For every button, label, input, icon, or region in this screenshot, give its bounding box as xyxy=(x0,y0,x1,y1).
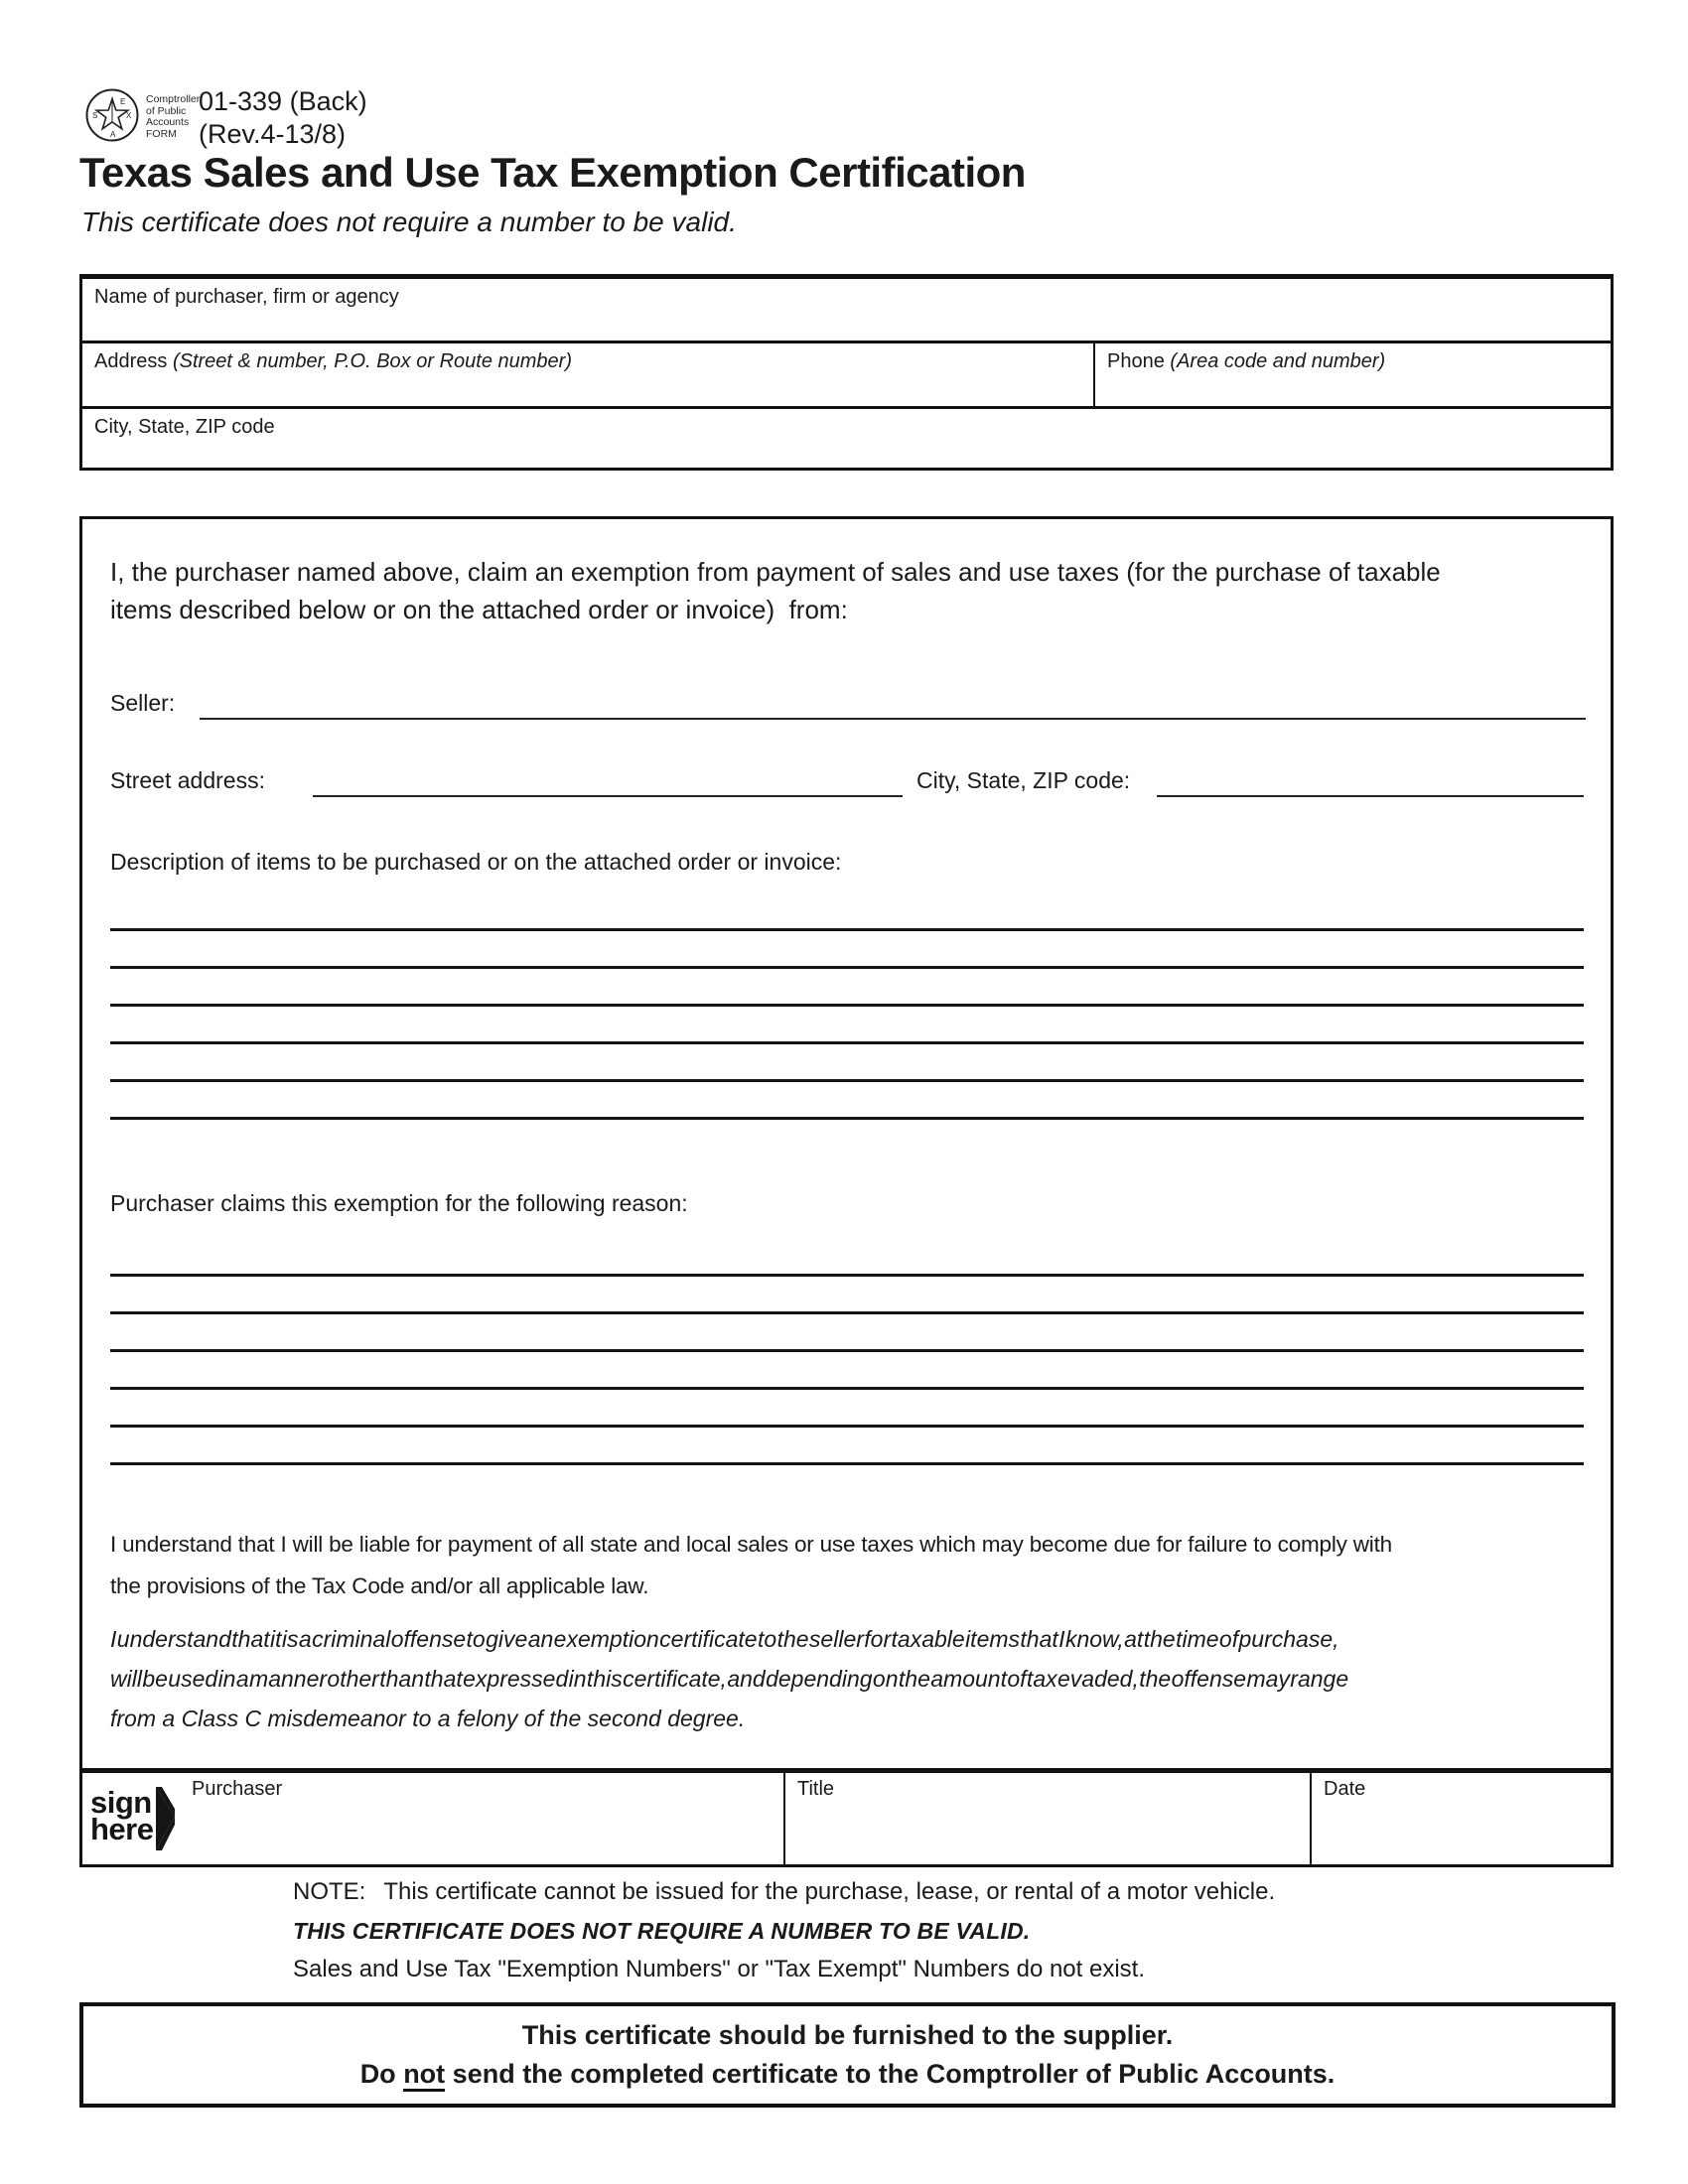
date-field[interactable] xyxy=(1310,1773,1611,1864)
svg-text:X: X xyxy=(126,111,132,120)
liability-line: the provisions of the Tax Code and/or all applicable law. xyxy=(110,1573,649,1598)
form-number: 01-339 (Back) xyxy=(199,86,367,116)
reason-line[interactable] xyxy=(110,1274,1584,1277)
form-revision: (Rev.4-13/8) xyxy=(199,119,347,149)
address-phone-row xyxy=(82,341,1611,406)
sign-here-label xyxy=(90,1785,154,1846)
address-field-label xyxy=(82,343,1093,373)
reason-label: Purchaser claims this exemption for the following reason: xyxy=(110,1190,688,1216)
phone-field[interactable] xyxy=(1093,343,1611,406)
criminal-offense-line: will be used in a manner other than that expressed in this certificate, and depending on the amount of tax evaded, the offense may range xyxy=(110,1666,1349,1692)
footer-line-2-prefix: Do xyxy=(359,2059,404,2089)
svg-text:E: E xyxy=(120,97,126,106)
intro-line: I, the purchaser named above, claim an exemption from payment of sales and use taxes (for the purchase of taxable xyxy=(110,557,1441,587)
address-label-hint: (Street & number, P.O. Box or Route number) xyxy=(172,350,572,372)
intro-line: items described below or on the attached order or invoice) from: xyxy=(110,595,848,624)
description-line[interactable] xyxy=(110,966,1584,969)
liability-line: I understand that I will be liable for payment of all state and local sales or use taxes which may become due for failure to comply with xyxy=(110,1532,1392,1557)
footer-line-2-underlined-word: not xyxy=(403,2059,445,2092)
criminal-offense-line: from a Class C misdemeanor to a felony of the second degree. xyxy=(110,1706,746,1731)
title-field[interactable] xyxy=(783,1773,1310,1864)
seal-caption-line: FORM xyxy=(146,127,177,140)
phone-field-label xyxy=(1095,343,1611,373)
description-line[interactable] xyxy=(110,1117,1584,1120)
no-number-required-line: THIS CERTIFICATE DOES NOT REQUIRE A NUMBER TO BE VALID. xyxy=(293,1918,1031,1944)
name-field-label: Name of purchaser, firm or agency xyxy=(94,286,399,308)
reason-line[interactable] xyxy=(110,1349,1584,1352)
note-text: This certificate cannot be issued for the purchase, lease, or rental of a motor vehicle. xyxy=(383,1878,1276,1905)
certification-box xyxy=(79,516,1614,1771)
description-line[interactable] xyxy=(110,1079,1584,1082)
phone-label-text: Phone xyxy=(1107,350,1165,372)
reason-line[interactable] xyxy=(110,1462,1584,1465)
seller-city-state-zip-label: City, State, ZIP code: xyxy=(916,767,1131,793)
purchaser-signature-field[interactable] xyxy=(82,1773,783,1864)
page-subtitle: This certificate does not require a number to be valid. xyxy=(81,206,737,237)
liability-paragraph xyxy=(110,1524,1392,1607)
seller-label: Seller: xyxy=(110,690,176,716)
address-label-text: Address xyxy=(94,350,168,372)
address-field[interactable] xyxy=(82,343,1093,406)
reason-line[interactable] xyxy=(110,1311,1584,1314)
city-state-zip-field[interactable] xyxy=(82,406,1611,468)
certification-intro xyxy=(110,553,1441,628)
footer-line-1: This certificate should be furnished to the supplier. xyxy=(521,2020,1174,2050)
seal-caption-line: Accounts xyxy=(146,116,190,128)
city-state-zip-label: City, State, ZIP code xyxy=(94,416,275,438)
title-cell-label: Title xyxy=(797,1778,835,1800)
seller-input-line[interactable] xyxy=(200,688,1586,720)
note-line xyxy=(293,1878,1275,1906)
supplier-instruction-box xyxy=(79,2002,1616,2108)
purchaser-info-table xyxy=(79,274,1614,471)
street-address-label: Street address: xyxy=(110,767,265,793)
sign-here-arrow-icon xyxy=(154,1787,176,1850)
seal-caption xyxy=(146,94,200,140)
notes-block xyxy=(293,1878,1275,1983)
exemption-numbers-line: Sales and Use Tax "Exemption Numbers" or "Tax Exempt" Numbers do not exist. xyxy=(293,1956,1145,1982)
sign-here-line: sign xyxy=(90,1785,152,1820)
note-label: NOTE: xyxy=(293,1878,366,1905)
form-number-block xyxy=(199,85,367,151)
seal-caption-line: of Public xyxy=(146,104,187,117)
description-line[interactable] xyxy=(110,1004,1584,1007)
texas-comptroller-seal-icon xyxy=(84,87,140,143)
name-field[interactable] xyxy=(82,279,1611,341)
svg-text:S: S xyxy=(92,111,98,120)
street-address-input-line[interactable] xyxy=(313,765,903,797)
purchaser-cell-label: Purchaser xyxy=(192,1778,283,1800)
criminal-offense-line: I understand that it is a criminal offense to give an exemption certificate to the seller for taxable items that I know, at the time of purchase, xyxy=(110,1626,1339,1652)
page-title: Texas Sales and Use Tax Exemption Certification xyxy=(79,149,1026,196)
date-cell-label: Date xyxy=(1324,1778,1366,1800)
sign-here-line: here xyxy=(90,1812,154,1846)
signature-row xyxy=(79,1771,1614,1867)
description-label: Description of items to be purchased or on the attached order or invoice: xyxy=(110,849,842,875)
svg-text:A: A xyxy=(110,130,116,139)
reason-line[interactable] xyxy=(110,1425,1584,1428)
criminal-offense-paragraph xyxy=(110,1619,1348,1738)
description-line[interactable] xyxy=(110,928,1584,931)
seller-city-state-zip-input-line[interactable] xyxy=(1157,765,1584,797)
reason-line[interactable] xyxy=(110,1387,1584,1390)
footer-line-2-suffix: send the completed certificate to the Comptroller of Public Accounts. xyxy=(445,2059,1336,2089)
seal-caption-line: Comptroller xyxy=(146,93,201,105)
footer-line-2 xyxy=(360,2059,1336,2090)
description-line[interactable] xyxy=(110,1041,1584,1044)
phone-label-hint: (Area code and number) xyxy=(1170,350,1386,372)
